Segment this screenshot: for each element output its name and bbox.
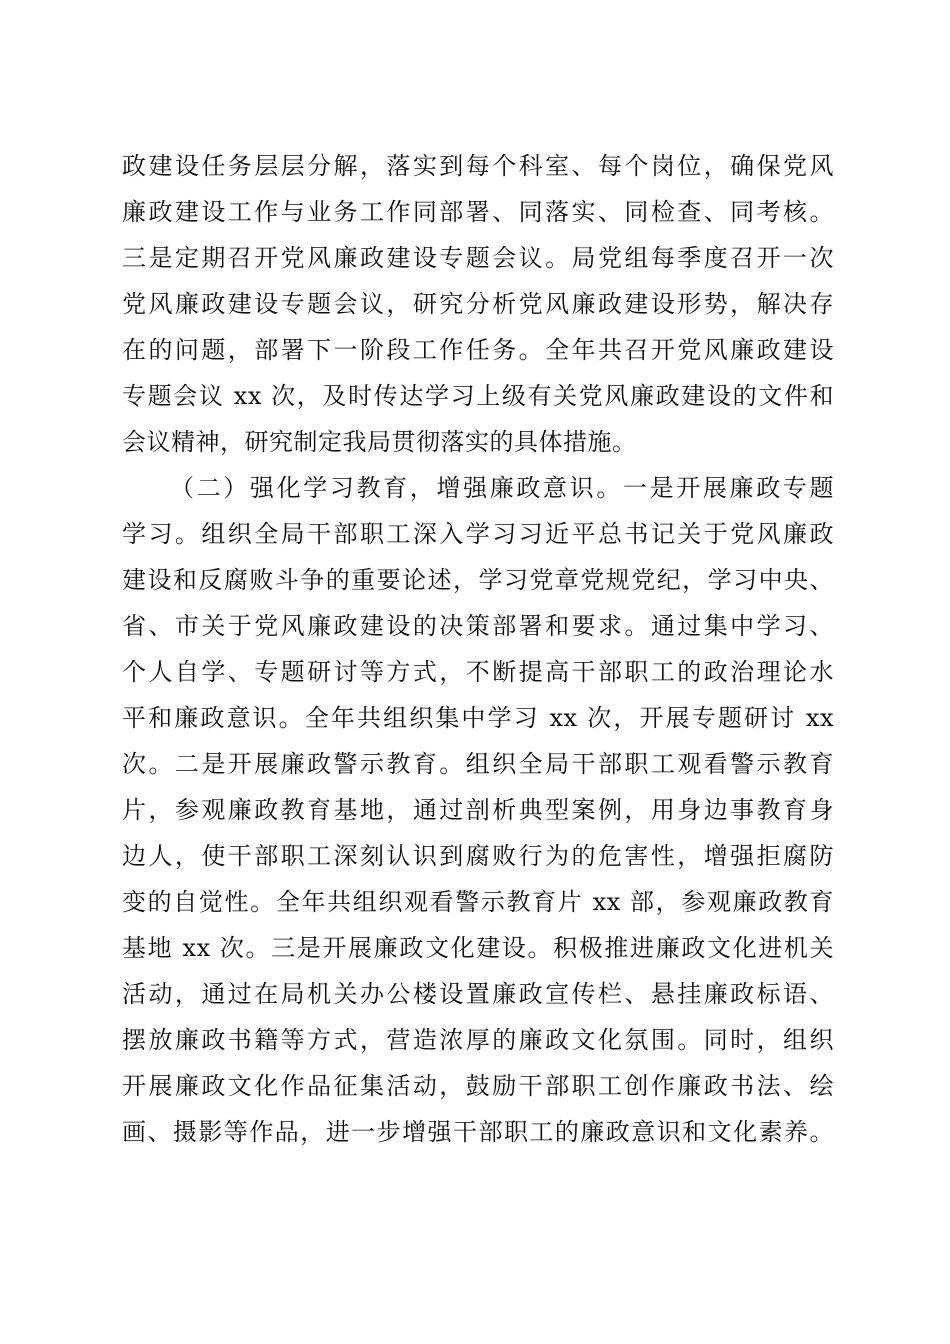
document-body xyxy=(122,143,834,1155)
text-line: 片，参观廉政教育基地，通过剖析典型案例，用身边事教育身 xyxy=(122,796,834,824)
text-line: 平和廉政意识。全年共组织集中学习 xx 次，开展专题研讨 xx xyxy=(122,704,834,732)
text-line: 画、摄影等作品，进一步增强干部职工的廉政意识和文化素养。 xyxy=(122,1118,834,1146)
section-heading-line: （二）强化学习教育，增强廉政意识。一是开展廉政专题 xyxy=(170,474,834,502)
text-line: 会议精神，研究制定我局贯彻落实的具体措施。 xyxy=(122,428,637,456)
text-line: 政建设任务层层分解，落实到每个科室、每个岗位，确保党风 xyxy=(122,152,834,180)
text-line: 活动，通过在局机关办公楼设置廉政宣传栏、悬挂廉政标语、 xyxy=(122,980,834,1008)
text-line: 三是定期召开党风廉政建设专题会议。局党组每季度召开一次 xyxy=(122,244,834,272)
text-line: 在的问题，部署下一阶段工作任务。全年共召开党风廉政建设 xyxy=(122,336,834,364)
text-line: 建设和反腐败斗争的重要论述，学习党章党规党纪，学习中央、 xyxy=(122,566,834,594)
text-line: 专题会议 xx 次，及时传达学习上级有关党风廉政建设的文件和 xyxy=(122,382,834,410)
text-line: 党风廉政建设专题会议，研究分析党风廉政建设形势，解决存 xyxy=(122,290,834,318)
text-line: 省、市关于党风廉政建设的决策部署和要求。通过集中学习、 xyxy=(122,612,834,640)
text-line: 学习。组织全局干部职工深入学习习近平总书记关于党风廉政 xyxy=(122,520,834,548)
text-line: 变的自觉性。全年共组织观看警示教育片 xx 部，参观廉政教育 xyxy=(122,888,834,916)
text-line: 边人，使干部职工深刻认识到腐败行为的危害性，增强拒腐防 xyxy=(122,842,834,870)
text-line: 个人自学、专题研讨等方式，不断提高干部职工的政治理论水 xyxy=(122,658,834,686)
text-line: 廉政建设工作与业务工作同部署、同落实、同检查、同考核。 xyxy=(122,198,834,226)
text-line: 次。二是开展廉政警示教育。组织全局干部职工观看警示教育 xyxy=(122,750,834,778)
text-line: 摆放廉政书籍等方式，营造浓厚的廉政文化氛围。同时，组织 xyxy=(122,1026,834,1054)
text-line: 开展廉政文化作品征集活动，鼓励干部职工创作廉政书法、绘 xyxy=(122,1072,834,1100)
text-line: 基地 xx 次。三是开展廉政文化建设。积极推进廉政文化进机关 xyxy=(122,934,834,962)
